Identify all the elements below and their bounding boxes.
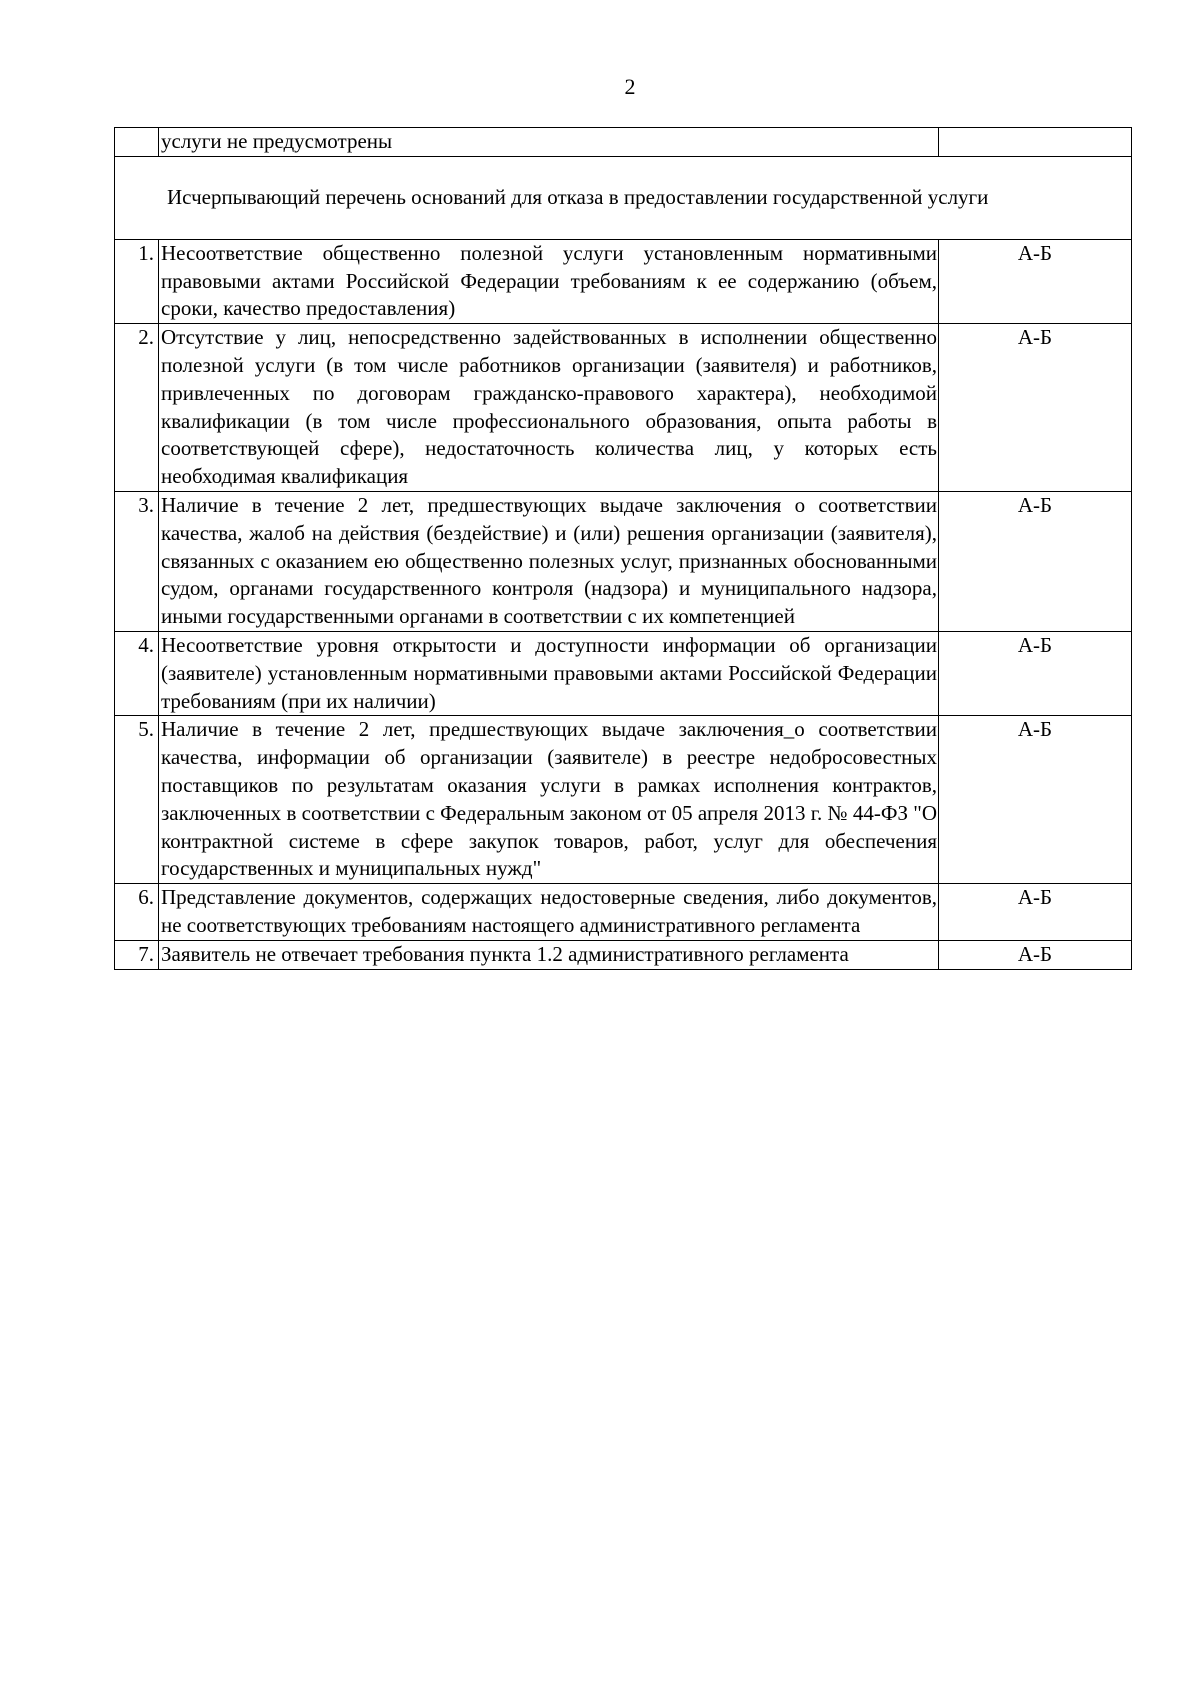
section-heading-cell: [115, 156, 1132, 239]
item-number: 4.: [115, 631, 159, 715]
table-row: [115, 940, 1132, 969]
item-text: Несоответствие общественно полезной услуги установленным нормативными правовыми актами Российской Федерации требованиям к ее содержанию (объем, сроки, качество предоставления): [159, 239, 939, 323]
item-code: А-Б: [939, 884, 1132, 941]
item-text: Наличие в течение 2 лет, предшествующих выдаче заключения о соответствии качества, жалоб на действия (бездействие) и (или) решения организации (заявителя), связанных с оказанием ею общественно полезных услуг, признанных обоснованными судом, органами государственного контроля (надзора) и муниципального надзора, иными государственными органами в соответствии с их компетенцией: [159, 491, 939, 631]
page-number: 2: [624, 74, 636, 99]
item-number: 7.: [115, 940, 159, 969]
item-text: Отсутствие у лиц, непосредственно задействованных в исполнении общественно полезной услуги (в том числе работников организации (заявителя) и работников, привлеченных по договорам гражданско-правового характера), необходимой квалификации (в том числе профессионального образования, опыта работы в соответствующей сфере), недостаточность количества лиц, у которых есть необходимая квалификация: [159, 324, 939, 492]
continuation-row: [115, 128, 1132, 157]
item-text: Наличие в течение 2 лет, предшествующих выдаче заключения_о соответствии качества, информации об организации (заявителе) в реестре недобросовестных поставщиков по результатам оказания услуги в рамках исполнения контрактов, заключенных в соответствии с Федеральным законом от 05 апреля 2013 г. № 44-ФЗ "О контрактной системе в сфере закупок товаров, работ, услуг для обеспечения государственных и муниципальных нужд": [159, 716, 939, 884]
table-row: [115, 239, 1132, 323]
item-code: А-Б: [939, 491, 1132, 631]
item-number: 1.: [115, 239, 159, 323]
section-heading-row: [115, 156, 1132, 239]
continuation-code: [939, 128, 1132, 157]
section-heading: Исчерпывающий перечень оснований для отказа в предоставлении государственной услуги: [167, 184, 989, 209]
item-number: 5.: [115, 716, 159, 884]
item-code: А-Б: [939, 631, 1132, 715]
refusal-grounds-table: [114, 127, 1132, 970]
continuation-text: услуги не предусмотрены: [159, 128, 939, 157]
table-row: [115, 324, 1132, 492]
table-row: [115, 884, 1132, 941]
item-code: А-Б: [939, 239, 1132, 323]
item-text: Заявитель не отвечает требования пункта 1.2 административного регламента: [159, 940, 939, 969]
table-row: [115, 631, 1132, 715]
table-row: [115, 491, 1132, 631]
item-number: 3.: [115, 491, 159, 631]
continuation-num-cell: [115, 128, 159, 157]
item-code: А-Б: [939, 716, 1132, 884]
item-code: А-Б: [939, 324, 1132, 492]
item-text: Несоответствие уровня открытости и доступности информации об организации (заявителе) установленным нормативными правовыми актами Российской Федерации требованиям (при их наличии): [159, 631, 939, 715]
item-number: 2.: [115, 324, 159, 492]
item-code: А-Б: [939, 940, 1132, 969]
item-text: Представление документов, содержащих недостоверные сведения, либо документов, не соответствующих требованиям настоящего административного регламента: [159, 884, 939, 941]
item-number: 6.: [115, 884, 159, 941]
table-row: [115, 716, 1132, 884]
